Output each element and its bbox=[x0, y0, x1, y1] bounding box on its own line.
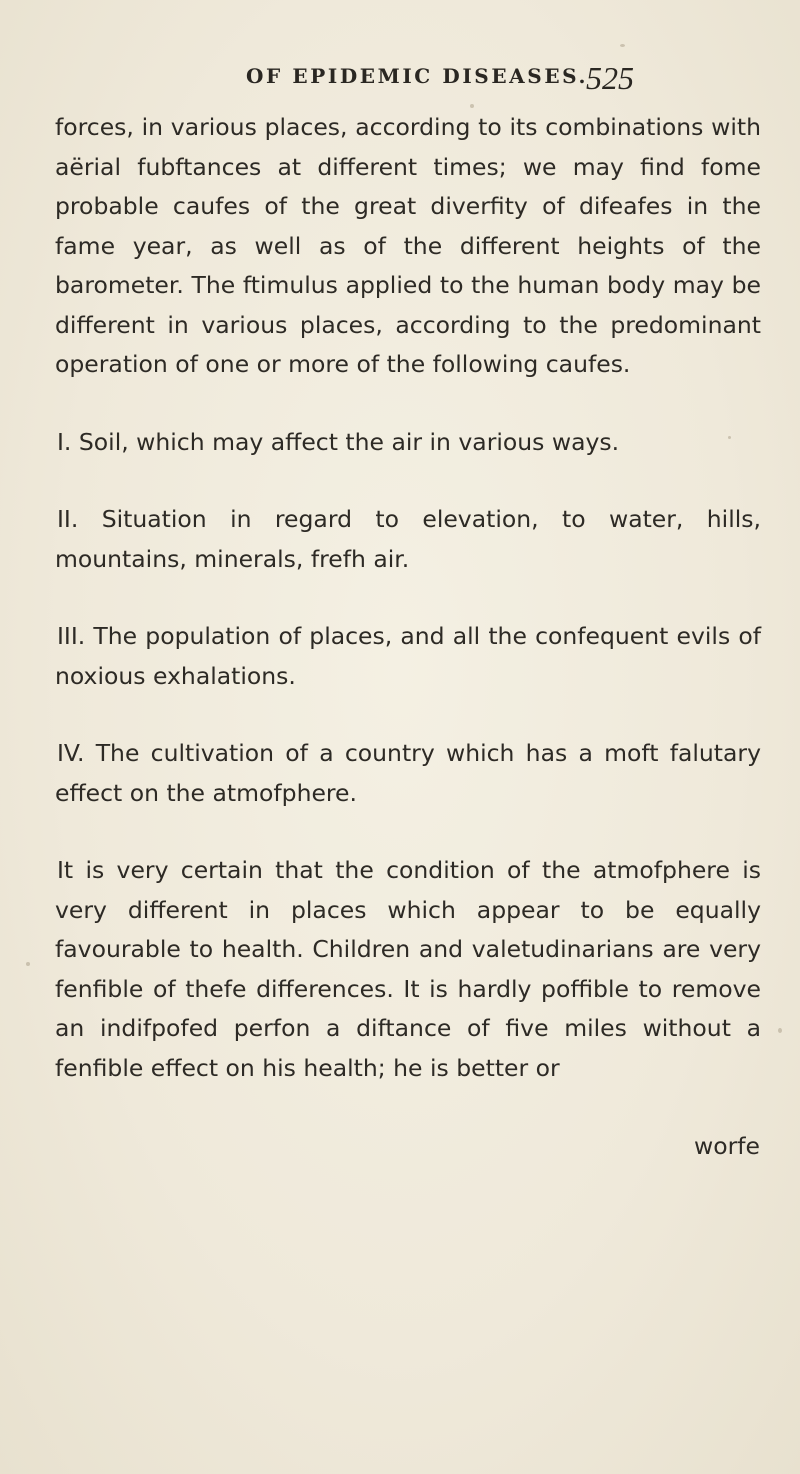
paper-speck bbox=[470, 104, 474, 108]
page-number: 525 bbox=[586, 60, 634, 96]
running-title: OF EPIDEMIC DISEASES. bbox=[246, 64, 589, 88]
paper-speck bbox=[778, 1028, 782, 1033]
paper-speck bbox=[620, 44, 625, 47]
list-item-population: III. The population of places, and all the confequent evils of noxious exhalations. bbox=[55, 622, 761, 690]
paragraph-atmosphere: It is very certain that the condition of the atmofphere is very different in places which appear to be equally favourable to health. Children and valetudinarians are very fenfible of thefe differences. It is hardly poffible to remove an indifpofed perfon a diftance of five miles without a fenfible effect on his health; he is better or bbox=[55, 856, 761, 1082]
paper-speck bbox=[26, 962, 30, 966]
paragraph-intro: forces, in various places, according to its combinations with aërial fubftances at different times; we may find fome probable caufes of the great diverfity of difeafes in the fame year, as well as of the different heights of the barometer. The ftimulus applied to the human body may be different in various places, according to the predominant operation of one or more of the following caufes. bbox=[55, 113, 761, 378]
running-head bbox=[246, 60, 634, 100]
catchword: worfe bbox=[694, 1132, 760, 1160]
list-item-cultivation: IV. The cultivation of a country which has a moft falutary effect on the atmofphere. bbox=[55, 739, 761, 807]
paper-speck bbox=[728, 436, 731, 439]
body-text bbox=[55, 108, 761, 1088]
list-item-soil: I. Soil, which may affect the air in various ways. bbox=[57, 427, 620, 456]
list-item-situation: II. Situation in regard to elevation, to water, hills, mountains, minerals, frefh air. bbox=[55, 505, 761, 573]
